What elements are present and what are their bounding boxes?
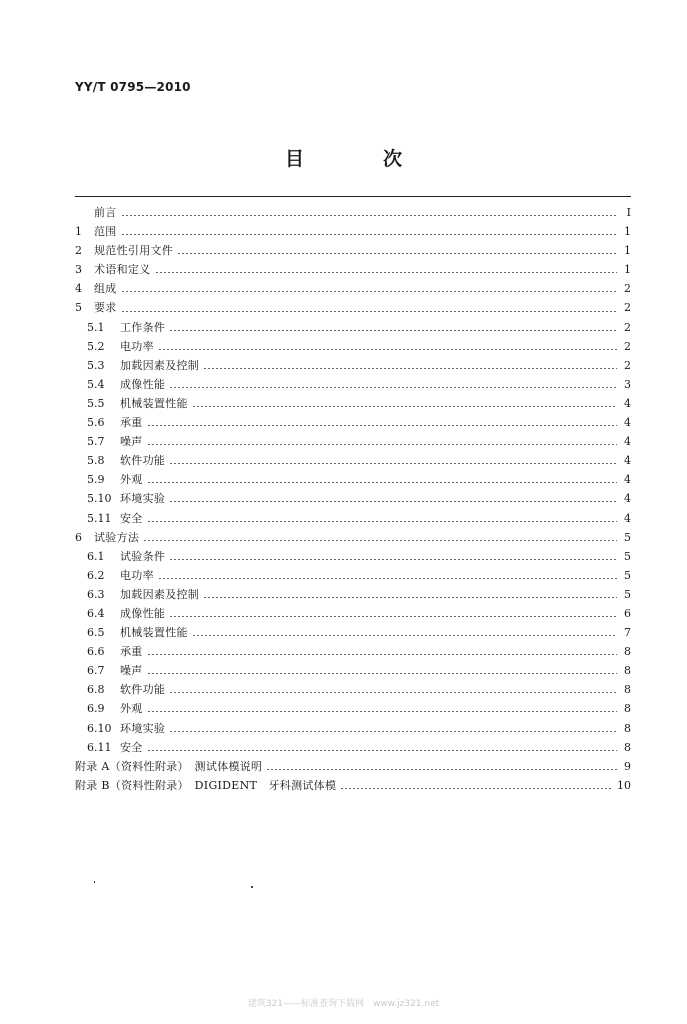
toc-entry-label: 环境实验 bbox=[120, 721, 166, 735]
toc-entry[interactable] bbox=[75, 604, 631, 623]
toc-entry-page: 2 bbox=[624, 320, 631, 334]
toc-dot-leader bbox=[169, 387, 617, 388]
toc-entry[interactable] bbox=[75, 222, 631, 241]
toc-entry-page: 8 bbox=[624, 721, 631, 735]
toc-entry-label: 安全 bbox=[120, 511, 143, 525]
toc-entry[interactable] bbox=[75, 489, 631, 508]
toc-dot-leader bbox=[203, 368, 617, 369]
toc-entry-page: 1 bbox=[624, 244, 631, 258]
toc-entry-label: 成像性能 bbox=[120, 606, 166, 620]
toc-dot-leader bbox=[121, 234, 617, 235]
toc-entry-number: 6.8 bbox=[87, 683, 105, 697]
toc-entry-number: 6.5 bbox=[87, 626, 105, 640]
title-divider bbox=[75, 196, 631, 197]
toc-entry-number: 5.5 bbox=[87, 396, 105, 410]
toc-entry-page: 4 bbox=[624, 492, 631, 506]
toc-entry[interactable] bbox=[75, 642, 631, 661]
toc-entry-number: 5.10 bbox=[87, 492, 112, 506]
toc-entry-label: 电功率 bbox=[120, 568, 154, 582]
toc-entry-number: 5.7 bbox=[87, 435, 105, 449]
toc-entry-page: 4 bbox=[624, 473, 631, 487]
toc-dot-leader bbox=[147, 673, 617, 674]
toc-dot-leader bbox=[192, 406, 617, 407]
toc-entry-page: 2 bbox=[624, 282, 631, 296]
toc-entry-label: 规范性引用文件 bbox=[94, 244, 174, 258]
toc-entry-page: 4 bbox=[624, 396, 631, 410]
toc-entry-page: 5 bbox=[624, 568, 631, 582]
toc-entry[interactable] bbox=[75, 279, 631, 298]
toc-entry-number: 2 bbox=[75, 244, 82, 258]
toc-entry[interactable] bbox=[75, 375, 631, 394]
toc-entry-page: 2 bbox=[624, 339, 631, 353]
toc-entry-label: 术语和定义 bbox=[94, 263, 151, 277]
toc-entry-page: 8 bbox=[624, 740, 631, 754]
toc-dot-leader bbox=[266, 769, 617, 770]
toc-entry-number: 5.6 bbox=[87, 416, 105, 430]
toc-entry[interactable] bbox=[75, 298, 631, 317]
toc-entry-number: 6.2 bbox=[87, 568, 105, 582]
toc-dot-leader bbox=[147, 654, 617, 655]
toc-entry-label: 成像性能 bbox=[120, 377, 166, 391]
toc-entry[interactable] bbox=[75, 432, 631, 451]
toc-entry[interactable] bbox=[75, 661, 631, 680]
toc-entry-page: 4 bbox=[624, 435, 631, 449]
toc-entry-number: 6.9 bbox=[87, 702, 105, 716]
toc-entry-label: 电功率 bbox=[120, 339, 154, 353]
toc-entry-page: 5 bbox=[624, 530, 631, 544]
toc-entry[interactable] bbox=[75, 719, 631, 738]
toc-dot-leader bbox=[147, 711, 617, 712]
toc-entry-label: 工作条件 bbox=[120, 320, 166, 334]
toc-entry[interactable] bbox=[75, 394, 631, 413]
toc-entry-label: 附录 A（资料性附录） 测试体模说明 bbox=[75, 759, 263, 773]
toc-dot-leader bbox=[147, 521, 617, 522]
toc-entry-label: 软件功能 bbox=[120, 454, 166, 468]
toc-dot-leader bbox=[147, 750, 617, 751]
toc-entry-page: 8 bbox=[624, 664, 631, 678]
toc-entry-page: 2 bbox=[624, 301, 631, 315]
toc-entry-label: 承重 bbox=[120, 645, 143, 659]
table-of-contents bbox=[75, 203, 631, 795]
toc-dot-leader bbox=[169, 616, 617, 617]
toc-entry-number: 4 bbox=[75, 282, 82, 296]
toc-entry[interactable] bbox=[75, 680, 631, 699]
toc-entry-page: 6 bbox=[624, 606, 631, 620]
toc-entry-number: 5.4 bbox=[87, 377, 105, 391]
toc-entry-number: 6.11 bbox=[87, 740, 112, 754]
toc-entry-page: 4 bbox=[624, 454, 631, 468]
page-title: 目 次 bbox=[284, 148, 432, 170]
toc-entry-label: 附录 B（资料性附录） DIGIDENT 牙科测试体模 bbox=[75, 778, 337, 792]
toc-entry[interactable] bbox=[75, 470, 631, 489]
toc-dot-leader bbox=[203, 597, 617, 598]
toc-entry-page: 2 bbox=[624, 358, 631, 372]
toc-dot-leader bbox=[147, 444, 617, 445]
toc-entry-page: 3 bbox=[624, 377, 631, 391]
toc-dot-leader bbox=[158, 349, 617, 350]
toc-entry[interactable] bbox=[75, 356, 631, 375]
toc-entry-label: 承重 bbox=[120, 416, 143, 430]
toc-entry-page: 8 bbox=[624, 702, 631, 716]
toc-entry-number: 5.8 bbox=[87, 454, 105, 468]
toc-entry[interactable] bbox=[75, 585, 631, 604]
toc-entry-number: 3 bbox=[75, 263, 82, 277]
toc-entry-label: 要求 bbox=[94, 301, 117, 315]
toc-entry-number: 6.4 bbox=[87, 606, 105, 620]
toc-entry-label: 加载因素及控制 bbox=[120, 358, 200, 372]
toc-entry-label: 组成 bbox=[94, 282, 117, 296]
toc-entry-number: 6.7 bbox=[87, 664, 105, 678]
toc-entry-label: 机械装置性能 bbox=[120, 396, 188, 410]
toc-entry-page: 4 bbox=[624, 511, 631, 525]
toc-dot-leader bbox=[340, 788, 613, 789]
toc-dot-leader bbox=[147, 425, 617, 426]
toc-dot-leader bbox=[143, 540, 617, 541]
toc-entry[interactable] bbox=[75, 318, 631, 337]
toc-entry-number: 5.1 bbox=[87, 320, 105, 334]
toc-entry[interactable] bbox=[75, 623, 631, 642]
toc-dot-leader bbox=[192, 635, 617, 636]
toc-entry-page: 1 bbox=[624, 225, 631, 239]
toc-dot-leader bbox=[121, 215, 617, 216]
toc-entry-number: 5.11 bbox=[87, 511, 112, 525]
toc-entry-label: 范围 bbox=[94, 225, 117, 239]
toc-entry-page: 5 bbox=[624, 549, 631, 563]
toc-entry-page: 7 bbox=[624, 626, 631, 640]
toc-entry[interactable] bbox=[75, 509, 631, 528]
toc-entry[interactable] bbox=[75, 699, 631, 718]
toc-entry[interactable] bbox=[75, 528, 631, 547]
toc-entry[interactable] bbox=[75, 566, 631, 585]
toc-entry[interactable] bbox=[75, 451, 631, 470]
toc-entry[interactable] bbox=[75, 203, 631, 222]
toc-entry-page: 8 bbox=[624, 645, 631, 659]
watermark: 建筑321——标准查询下载网 www.jz321.net bbox=[247, 999, 440, 1009]
toc-entry-label: 加载因素及控制 bbox=[120, 587, 200, 601]
scan-speck bbox=[251, 886, 253, 888]
toc-dot-leader bbox=[169, 559, 617, 560]
toc-entry-number: 6.1 bbox=[87, 549, 105, 563]
toc-entry-page: Ⅰ bbox=[626, 206, 631, 219]
toc-entry-number: 6.6 bbox=[87, 645, 105, 659]
toc-entry[interactable] bbox=[75, 413, 631, 432]
toc-entry-number: 5 bbox=[75, 301, 82, 315]
toc-entry[interactable] bbox=[75, 260, 631, 279]
toc-entry-page: 8 bbox=[624, 683, 631, 697]
standard-number: YY/T 0795—2010 bbox=[75, 80, 191, 94]
toc-entry-page: 9 bbox=[624, 759, 631, 773]
toc-entry-label: 软件功能 bbox=[120, 683, 166, 697]
toc-entry-number: 6.3 bbox=[87, 587, 105, 601]
toc-entry-page: 4 bbox=[624, 416, 631, 430]
toc-entry-number: 1 bbox=[75, 225, 82, 239]
scan-speck bbox=[94, 881, 95, 883]
toc-entry-label: 前言 bbox=[94, 206, 117, 219]
toc-entry-number: 5.9 bbox=[87, 473, 105, 487]
toc-dot-leader bbox=[177, 253, 617, 254]
toc-entry-page: 10 bbox=[617, 778, 631, 792]
toc-entry-label: 噪声 bbox=[120, 664, 143, 678]
toc-dot-leader bbox=[158, 578, 617, 579]
toc-dot-leader bbox=[121, 291, 617, 292]
toc-entry-page: 5 bbox=[624, 587, 631, 601]
toc-entry-label: 安全 bbox=[120, 740, 143, 754]
toc-entry[interactable] bbox=[75, 547, 631, 566]
toc-entry[interactable] bbox=[75, 738, 631, 757]
toc-entry[interactable] bbox=[75, 241, 631, 260]
toc-entry-label: 噪声 bbox=[120, 435, 143, 449]
toc-dot-leader bbox=[169, 731, 617, 732]
toc-entry-label: 试验条件 bbox=[120, 549, 166, 563]
toc-entry-label: 试验方法 bbox=[94, 530, 140, 544]
toc-dot-leader bbox=[169, 501, 617, 502]
toc-entry-number: 5.2 bbox=[87, 339, 105, 353]
toc-dot-leader bbox=[147, 482, 617, 483]
toc-entry-number: 6 bbox=[75, 530, 82, 544]
toc-entry-label: 外观 bbox=[120, 473, 143, 487]
toc-dot-leader bbox=[121, 311, 617, 312]
toc-entry-label: 环境实验 bbox=[120, 492, 166, 506]
toc-entry-number: 6.10 bbox=[87, 721, 112, 735]
toc-entry[interactable] bbox=[75, 776, 631, 795]
toc-entry[interactable] bbox=[75, 757, 631, 776]
toc-entry-number: 5.3 bbox=[87, 358, 105, 372]
toc-dot-leader bbox=[169, 330, 617, 331]
toc-dot-leader bbox=[169, 692, 617, 693]
toc-dot-leader bbox=[169, 463, 617, 464]
toc-entry-label: 外观 bbox=[120, 702, 143, 716]
toc-entry[interactable] bbox=[75, 337, 631, 356]
toc-dot-leader bbox=[155, 272, 618, 273]
toc-entry-label: 机械装置性能 bbox=[120, 626, 188, 640]
toc-entry-page: 1 bbox=[624, 263, 631, 277]
